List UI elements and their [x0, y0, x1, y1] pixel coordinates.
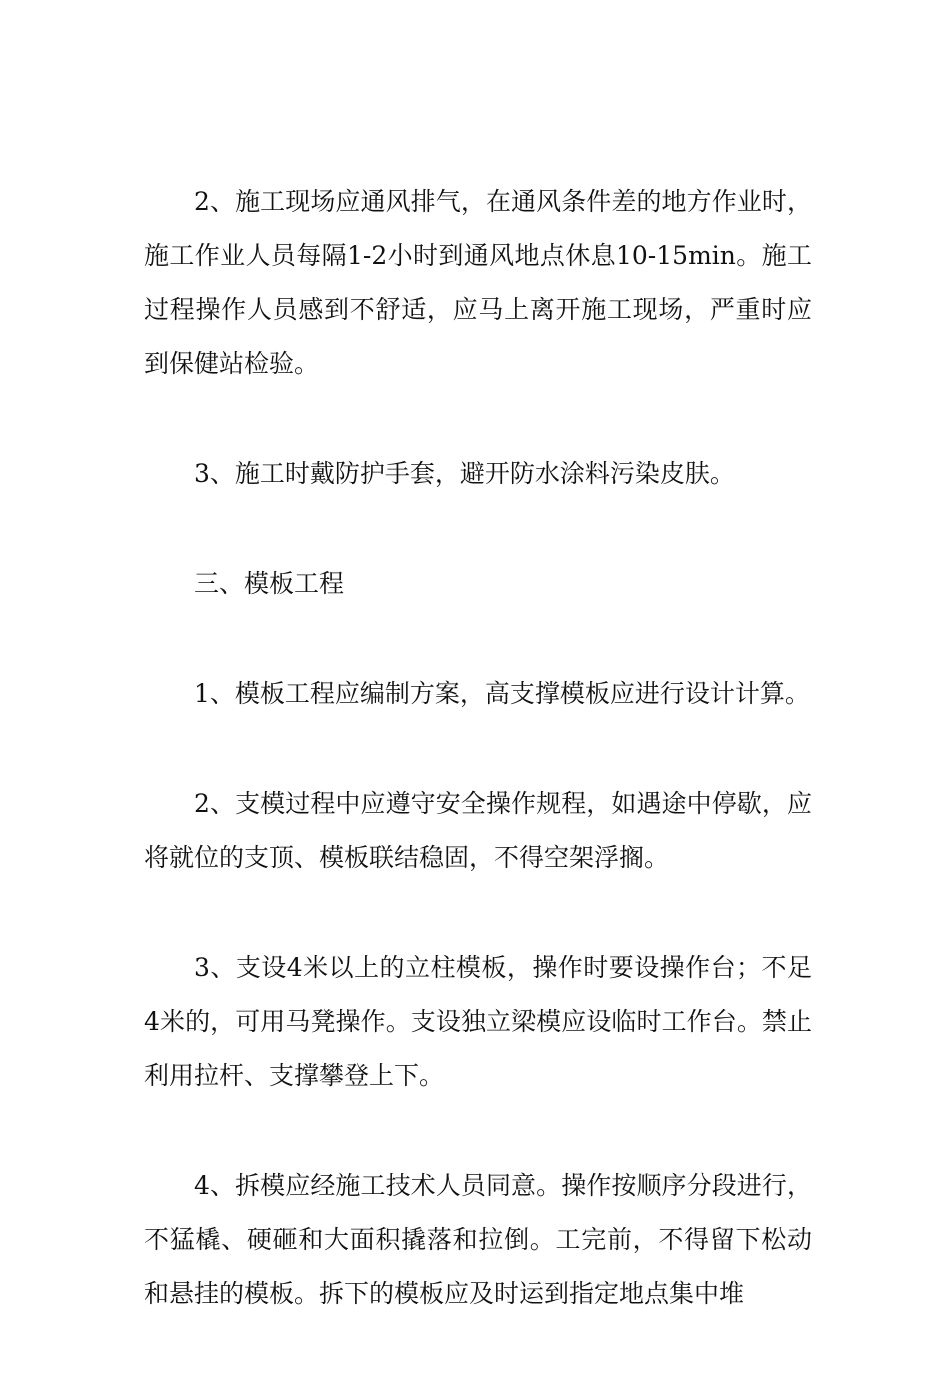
- paragraph-formwork-plan: 1、模板工程应编制方案，高支撑模板应进行设计计算。: [194, 679, 810, 708]
- paragraph-gloves: 3、施工时戴防护手套，避开防水涂料污染皮肤。: [194, 459, 735, 488]
- paragraph-ventilation: 2、施工现场应通风排气，在通风条件差的地方作业时，施工作业人员每隔1-2小时到通风地点休息10-15min。施工过程操作人员感到不舒适，应马上离开施工现场，严重时应到保健站检验。: [144, 187, 812, 378]
- section-heading-formwork: 三、模板工程: [194, 569, 345, 598]
- paragraph-formwork-safety: 2、支模过程中应遵守安全操作规程，如遇途中停歇，应将就位的支顶、模板联结稳固，不得空架浮搁。: [144, 789, 812, 872]
- paragraph-formwork-platform: 3、支设4米以上的立柱模板，操作时要设操作台；不足4米的，可用马凳操作。支设独立梁模应设临时工作台。禁止利用拉杆、支撑攀登上下。: [144, 953, 812, 1090]
- document-body: [144, 175, 812, 1377]
- paragraph-formwork-removal: 4、拆模应经施工技术人员同意。操作按顺序分段进行，不猛橇、硬砸和大面积撬落和拉倒。工完前，不得留下松动和悬挂的模板。拆下的模板应及时运到指定地点集中堆: [144, 1171, 812, 1308]
